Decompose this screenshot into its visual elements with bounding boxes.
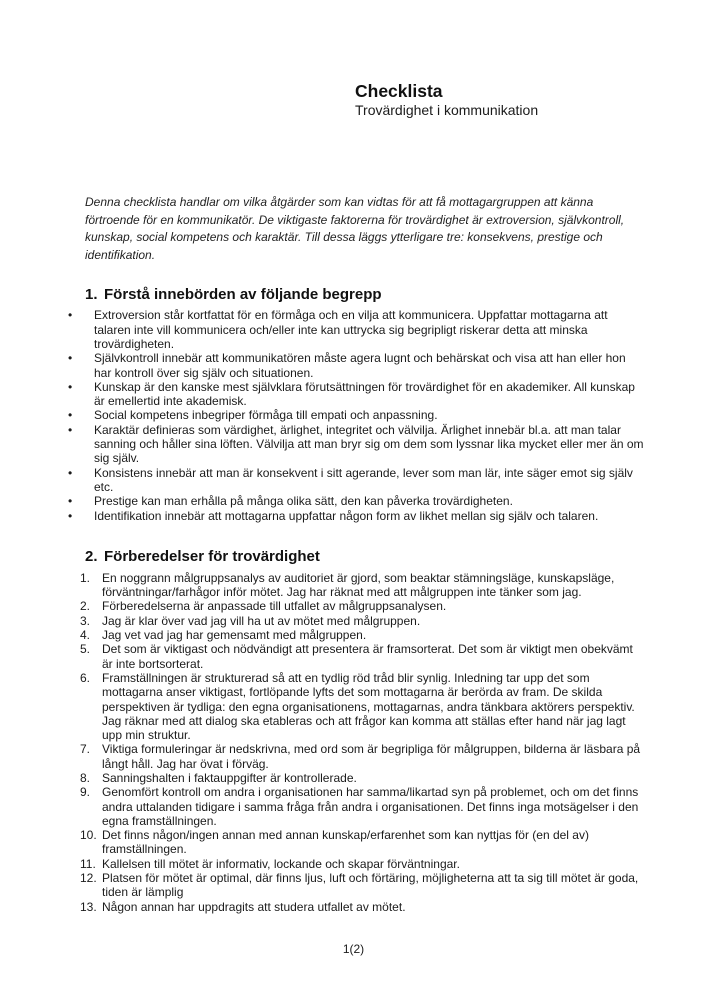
- page-subtitle: Trovärdighet i kommunikation: [355, 102, 539, 118]
- list-item-text: Någon annan har uppdragits att studera utfallet av mötet.: [102, 899, 406, 914]
- list-item-number: 11.: [80, 856, 96, 871]
- list-item: [80, 828, 645, 857]
- section-preparations: [0, 548, 707, 914]
- list-item: [80, 899, 645, 914]
- list-item-number: 3.: [80, 613, 91, 628]
- list-item-text: Jag vet vad jag har gemensamt med målgruppen.: [102, 628, 367, 643]
- list-item-text: Genomfört kontroll om andra i organisationen har samma/likartad syn på problemet, och om det finns andra uttalanden tidigare i samma fråga från andra i organisationen. Det finns inga motsägelser i den egna framställningen.: [102, 785, 639, 828]
- list-item-text: En noggrann målgruppsanalys av auditoriet är gjord, som beaktar stämningsläge, kunskapsläge, förväntningar/farhågor inför mötet. Jag har räknat med att målgruppen inte tänker som jag.: [102, 570, 615, 600]
- intro-paragraph: Denna checklista handlar om vilka åtgärder som kan vidtas för att få mottagargruppen att känna förtroende för en kommunikatör. De viktigaste faktorerna för trovärdighet är extroversion, självkontroll, kunskap, social kompetens och karaktär. Till dessa läggs ytterligare tre: konsekvens, prestige och identifikation.: [85, 195, 625, 262]
- page-number: 1(2): [342, 942, 365, 956]
- document-header: [355, 0, 707, 118]
- section-title: Förberedelser för trovärdighet: [104, 547, 320, 565]
- list-item: [80, 642, 645, 671]
- list-item: [80, 613, 645, 628]
- list-item-text: Sanningshalten i faktauppgifter är kontrollerade.: [102, 770, 357, 785]
- list-item: [80, 670, 645, 743]
- list-item: [80, 599, 645, 614]
- list-item: • Identifikation innebär att mottagarna uppfattar någon form av likhet mellan sig själv och talaren.: [85, 509, 645, 523]
- list-item: • Prestige kan man erhålla på många olika sätt, den kan påverka trovärdigheten.: [85, 494, 645, 508]
- list-item: • Självkontroll innebär att kommunikatören måste agera lugnt och behärskat och visa att han eller hon har kontroll över sig själv och situationen.: [85, 351, 645, 380]
- list-item-number: 1.: [80, 570, 91, 585]
- list-item-text: Förberedelserna är anpassade till utfallet av målgruppsanalysen.: [102, 599, 447, 614]
- section-number: 2.: [85, 547, 98, 565]
- list-item-number: 6.: [80, 670, 91, 685]
- list-item: • Social kompetens inbegriper förmåga till empati och anpassning.: [85, 408, 645, 422]
- list-item-text: Det som är viktigast och nödvändigt att presentera är framsorterat. Det som är viktigt men obekvämt är inte bortsorterat.: [102, 642, 633, 671]
- list-item-number: 4.: [80, 628, 91, 643]
- list-item: • Konsistens innebär att man är konsekvent i sitt agerande, lever som man lär, inte säger emot sig själv etc.: [85, 466, 645, 495]
- section-title: Förstå innebörden av följande begrepp: [104, 286, 382, 304]
- list-item: • Karaktär definieras som värdighet, ärlighet, integritet och välvilja. Ärlighet innebär bl.a. att man talar sanning och håller sina löften. Välvilja att man bryr sig om dem som lyssnar lika mycket eller mer än om sig själv.: [85, 423, 645, 466]
- numbered-list: [80, 570, 645, 914]
- list-item-text: Kallelsen till mötet är informativ, lockande och skapar förväntningar.: [102, 856, 460, 871]
- list-item: [80, 785, 645, 828]
- list-item-text: Det finns någon/ingen annan med annan kunskap/erfarenhet som kan nyttjas för (en del av) framställningen.: [102, 828, 589, 857]
- list-item-text: Viktiga formuleringar är nedskrivna, med ord som är begripliga för målgruppen, bilderna är läsbara på långt håll. Jag har övat i förväg.: [102, 742, 641, 771]
- section-heading: [85, 286, 707, 303]
- section-understand-concepts: [0, 286, 707, 522]
- list-item: [80, 856, 645, 871]
- list-item: [80, 570, 645, 600]
- list-item-text: Framställningen är strukturerad så att en tydlig röd tråd blir synlig. Inledning tar upp det som mottagarna anser viktigast, fortlöpande lyfts det som mottagarna är berörda av fram. De skilda perspektiven är tydliga: den egna organisationens, mottagarnas, andra tänkbara aktörers perspektiv. Jag räknar med att dialog ska etableras och att frågor kan komma att ställas efter hand när jag lagt upp min struktur.: [102, 670, 635, 743]
- list-item-number: 9.: [80, 785, 91, 800]
- list-item-number: 8.: [80, 770, 91, 785]
- list-item-text: Jag är klar över vad jag vill ha ut av mötet med målgruppen.: [102, 613, 421, 628]
- section-number: 1.: [85, 286, 98, 304]
- list-item: • Extroversion står kortfattat för en förmåga och en vilja att kommunicera. Uppfattar mottagarna att talaren inte vill kommunicera och/eller inte kan uttrycka sig begripligt riskerar detta att minska trovärdigheten.: [85, 308, 645, 351]
- list-item: [80, 871, 645, 900]
- list-item-number: 2.: [80, 599, 91, 614]
- list-item: • Kunskap är den kanske mest självklara förutsättningen för trovärdighet för en akademiker. All kunskap är emellertid inte akademisk.: [85, 380, 645, 409]
- list-item: [80, 742, 645, 771]
- page-title: Checklista: [355, 81, 443, 101]
- list-item-number: 5.: [80, 642, 91, 657]
- list-item: [80, 628, 645, 643]
- list-item: [80, 770, 645, 785]
- section-heading: [85, 548, 707, 565]
- list-item-text: Platsen för mötet är optimal, där finns ljus, luft och förtäring, möjligheterna att ta sig till mötet är goda, tiden är lämplig: [102, 871, 639, 900]
- list-item-number: 13.: [80, 899, 97, 914]
- list-item-number: 7.: [80, 742, 91, 757]
- list-item-number: 10.: [80, 828, 97, 843]
- bullet-list: [85, 308, 645, 522]
- list-item-number: 12.: [80, 871, 97, 886]
